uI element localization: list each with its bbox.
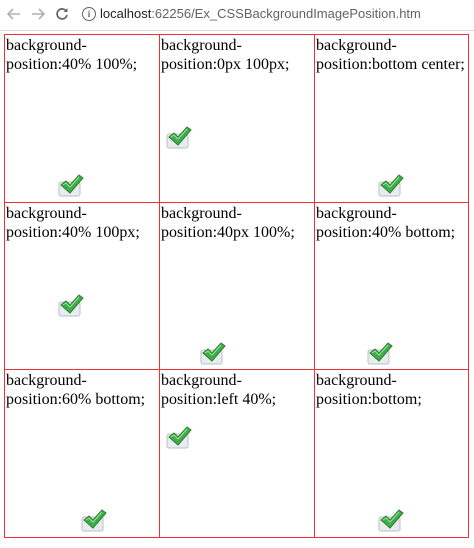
position-box-label: background-position:bottom;: [316, 372, 422, 408]
reload-button[interactable]: [52, 4, 72, 24]
position-box-label: background-position:0px 100px;: [161, 37, 290, 73]
position-box-label: background-position:40% bottom;: [316, 205, 456, 241]
address-bar[interactable]: [78, 2, 470, 26]
arrow-left-icon: [7, 7, 21, 21]
url-host: localhost: [100, 6, 152, 21]
checkmark-icon: [166, 425, 192, 449]
position-box-2: [159, 34, 315, 203]
position-box-9: [314, 369, 469, 538]
position-box-4: [4, 202, 160, 370]
checkmark-icon: [367, 341, 393, 365]
browser-toolbar: [0, 0, 474, 31]
background-position-grid: [4, 34, 469, 538]
checkmark-icon: [378, 508, 404, 532]
checkmark-icon: [378, 173, 404, 197]
url-text: [100, 6, 421, 21]
info-icon[interactable]: i: [82, 7, 96, 21]
position-box-label: background-position:left 40%;: [161, 372, 277, 408]
checkmark-icon: [200, 341, 226, 365]
position-box-3: [314, 34, 469, 203]
checkmark-icon: [58, 173, 84, 197]
position-box-label: background-position:40% 100px;: [6, 205, 140, 241]
back-button[interactable]: [4, 4, 24, 24]
forward-button[interactable]: [28, 4, 48, 24]
position-box-label: background-position:40% 100%;: [6, 37, 138, 73]
arrow-right-icon: [31, 7, 45, 21]
position-box-8: [159, 369, 315, 538]
position-box-5: [159, 202, 315, 370]
position-box-label: background-position:40px 100%;: [161, 205, 295, 241]
position-box-label: background-position:60% bottom;: [6, 372, 146, 408]
position-box-6: [314, 202, 469, 370]
reload-icon: [55, 7, 69, 21]
position-box-7: [4, 369, 160, 538]
checkmark-icon: [166, 125, 192, 149]
position-box-1: [4, 34, 160, 203]
position-box-label: background-position:bottom center;: [316, 37, 465, 73]
checkmark-icon: [81, 508, 107, 532]
checkmark-icon: [58, 293, 84, 317]
url-path: :62256/Ex_CSSBackgroundImagePosition.htm: [151, 6, 421, 21]
